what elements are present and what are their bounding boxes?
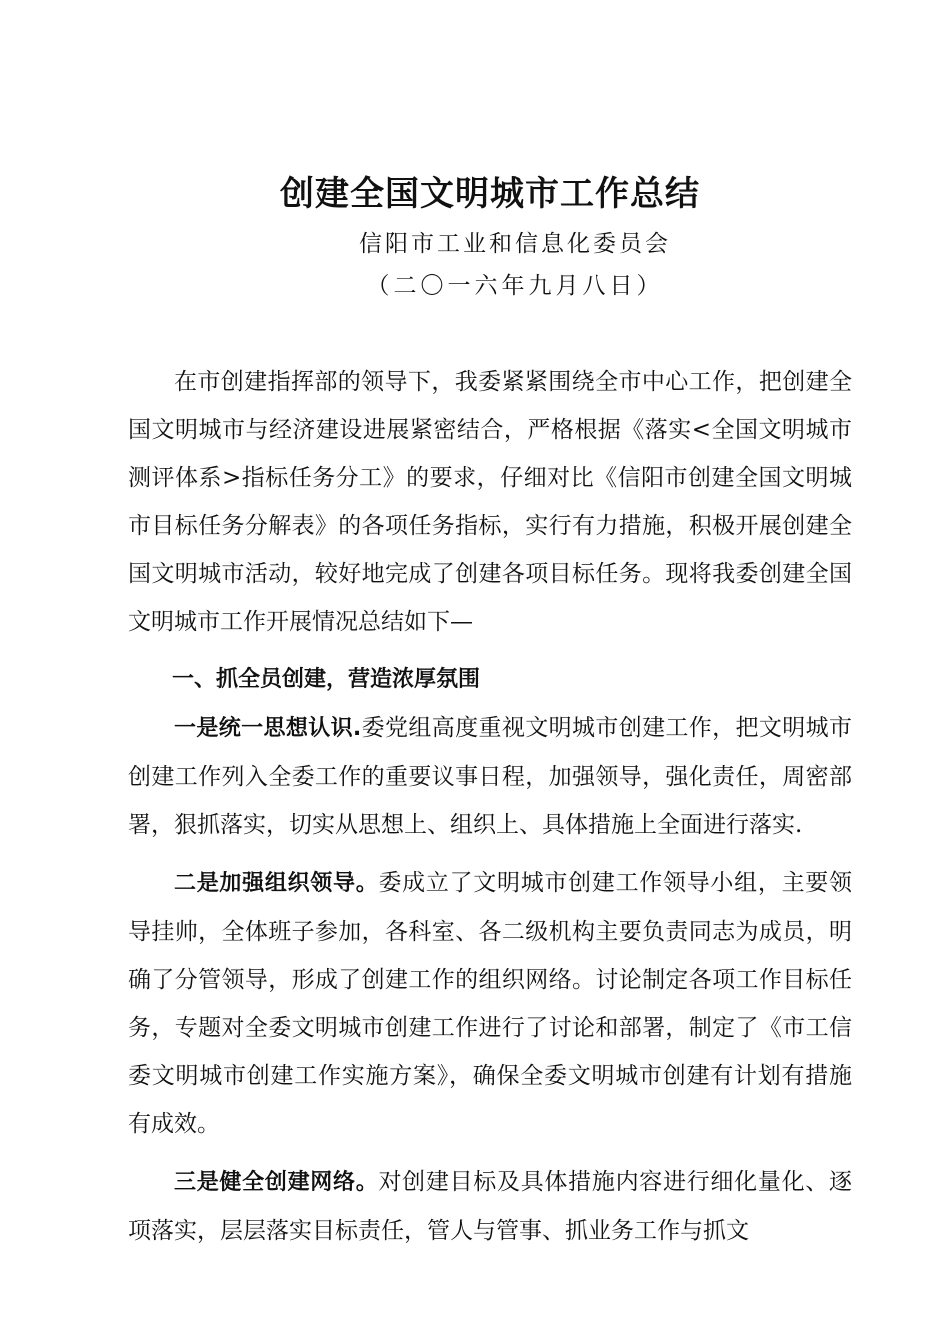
document-body <box>128 358 852 1265</box>
paragraph-creation-network <box>128 1158 852 1255</box>
document-date: （二〇一六年九月八日） <box>366 273 664 299</box>
document-title: 创建全国文明城市工作总结 <box>280 174 700 214</box>
issuing-organization: 信阳市工业和信息化委员会 <box>359 231 671 257</box>
paragraph-lead: 一是统一思想认识. <box>174 716 362 741</box>
paragraph-text: 委党组高度重视文明城市创建工作，把文明城市创建工作列入全委工作的重要议事日程，加强领导，强化责任，周密部署，狠抓落实，切实从思想上、组织上、具体措施上全面进行落实. <box>128 715 853 838</box>
paragraph-text: 对创建目标及具体措施内容进行细化量化、逐项落实，层层落实目标责任，管人与管事、抓业务工作与抓文 <box>128 1169 852 1244</box>
paragraph-lead: 三是健全创建网络。 <box>174 1170 379 1195</box>
paragraph-text: 委成立了文明城市创建工作领导小组，主要领导挂帅，全体班子参加，各科室、各二级机构主要负责同志为成员，明确了分管领导，形成了创建工作的组织网络。讨论制定各项工作目标任务，专题对全委文明城市创建工作进行了讨论和部署，制定了《市工信委文明城市创建工作实施方案》，确保全委文明城市创建有计划有措施有成效。 <box>128 870 852 1137</box>
intro-paragraph: 在市创建指挥部的领导下，我委紧紧围绕全市中心工作，把创建全国文明城市与经济建设进展紧密结合，严格根据《落实<全国文明城市测评体系>指标任务分工》的要求，仔细对比《信阳市创建全国文明城市目标任务分解表》的各项任务指标，实行有力措施，积极开展创建全国文明城市活动，较好地完成了创建各项目标任务。现将我委创建全国文明城市工作开展情况总结如下— <box>128 369 852 635</box>
section-heading: 一、抓全员创建，营造浓厚氛围 <box>172 667 481 692</box>
paragraph-lead: 二是加强组织领导。 <box>174 871 379 896</box>
paragraph-organization-leadership <box>128 859 852 1148</box>
paragraph-unify-thinking <box>128 704 852 849</box>
